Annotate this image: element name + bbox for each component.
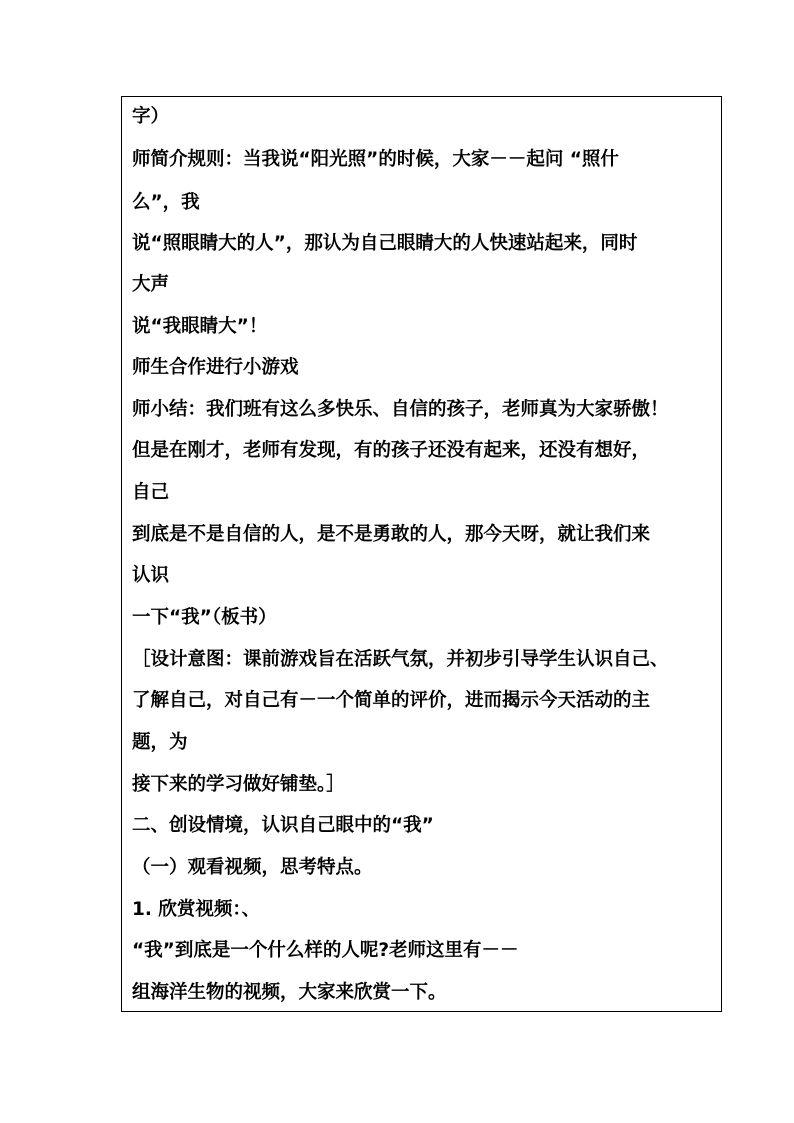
text-line: 组海洋生物的视频，大家来欣赏一下。 bbox=[132, 982, 447, 1003]
text-line: 但是在刚才，老师有发现，有的孩子还没有起来，还没有想好， bbox=[132, 440, 651, 461]
text-line: 自己 bbox=[132, 482, 170, 503]
text-line: 字） bbox=[132, 106, 170, 127]
text-line: ［设计意图：课前游戏旨在活跃气氛，并初步引导学生认识自己、 bbox=[132, 649, 669, 670]
text-line: 说“我眼睛大”！ bbox=[132, 316, 268, 337]
text-line: 师小结：我们班有这么多快乐、自信的孩子，老师真为大家骄傲！ bbox=[132, 399, 669, 420]
text-line: 接下来的学习做好铺垫。］ bbox=[132, 774, 345, 795]
text-line: 二、创设情境，认识自己眼中的“我” bbox=[132, 815, 434, 836]
text-line: 了解自己，对自己有－一个简单的评价，进而揭示今天活动的主 bbox=[132, 690, 651, 711]
text-line: “我”到底是一个什么样的人呢?老师这里有－－ bbox=[132, 940, 519, 961]
text-line: 一下“我”（板书） bbox=[132, 607, 277, 628]
document-frame bbox=[121, 96, 722, 1012]
text-line: 认识 bbox=[132, 565, 170, 586]
text-line: 师生合作进行小游戏 bbox=[132, 357, 299, 378]
text-line: 大声 bbox=[132, 274, 170, 295]
text-line: 到底是不是自信的人，是不是勇敢的人，那今天呀，就让我们来 bbox=[132, 524, 651, 545]
text-line: 说“照眼睛大的人”，那认为自己眼睛大的人快速站起来，同时 bbox=[132, 233, 638, 254]
text-line: 题，为 bbox=[132, 732, 188, 753]
text-line: 师简介规则：当我说“阳光照”的时候，大家－－起问 “照什 bbox=[132, 149, 619, 170]
text-line: （一）观看视频，思考特点。 bbox=[132, 857, 373, 878]
text-line: 么”，我 bbox=[132, 192, 200, 213]
text-line: 1. 欣赏视频：、 bbox=[132, 899, 261, 920]
